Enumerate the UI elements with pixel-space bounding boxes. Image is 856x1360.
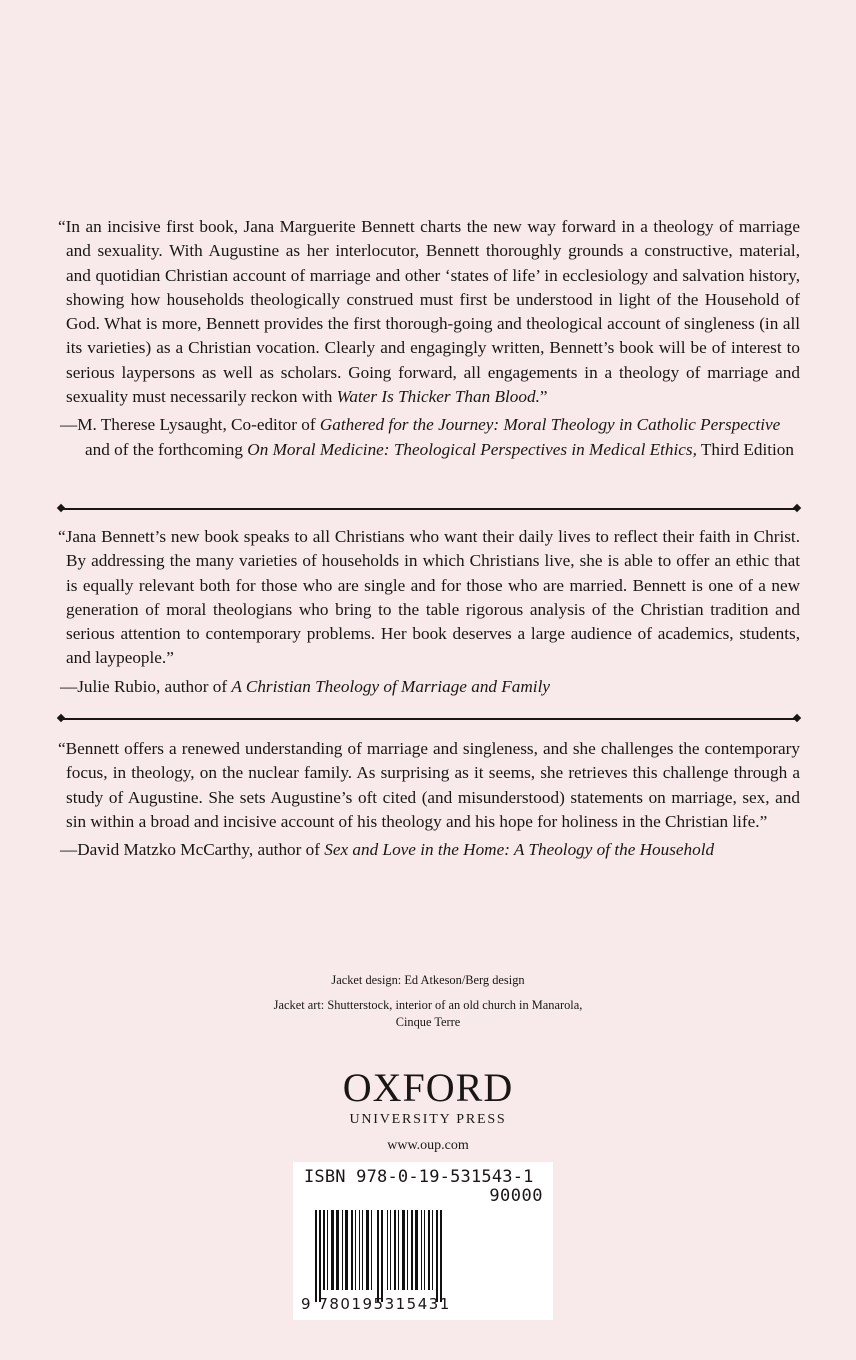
text-run: On Moral Medicine: Theological Perspectives in Medical Ethics, xyxy=(247,439,697,459)
review-1 xyxy=(58,215,800,462)
barcode-bar xyxy=(336,1210,339,1290)
text-run: Water Is Thicker Than Blood. xyxy=(336,387,540,407)
publisher-url: www.oup.com xyxy=(387,1138,469,1153)
divider-diamond-right xyxy=(793,504,801,512)
text-run: and of the forthcoming xyxy=(85,439,248,459)
price-code: 90000 xyxy=(489,1186,543,1206)
barcode-bar xyxy=(424,1210,425,1290)
barcode-bar xyxy=(394,1210,396,1290)
barcode-bar xyxy=(362,1210,363,1290)
barcode-bar xyxy=(402,1210,405,1290)
text-run: “Bennett offers a renewed understanding of marriage and singleness, and she challenges the contemporary focus, in theology, on the nuclear family. As surprising as it seems, she retrieves this challenge through a study of Augustine. She sets Augustine’s oft cited (and misunderstood) statements on marriage, sex, and sin within a broad and incisive account of his theology and his hope for holiness in the Christian life.” xyxy=(58,739,800,831)
barcode-bar xyxy=(366,1210,369,1290)
barcode-bar xyxy=(387,1210,388,1290)
barcode-bar xyxy=(355,1210,356,1290)
barcode-bar xyxy=(377,1210,379,1302)
barcode-panel xyxy=(293,1162,553,1320)
text-run: —David Matzko McCarthy, author of xyxy=(60,840,325,860)
barcode-bar xyxy=(327,1210,328,1290)
barcode-bar xyxy=(432,1210,433,1290)
barcode-bar xyxy=(390,1210,391,1290)
divider-1 xyxy=(58,504,800,514)
jacket-art-credit: Jacket art: Shutterstock, interior of an old church in Manarola, xyxy=(273,998,583,1012)
review-3-attribution xyxy=(58,838,800,862)
review-2-quote xyxy=(58,525,800,671)
barcode-bar xyxy=(407,1210,408,1290)
barcode-bar xyxy=(345,1210,348,1290)
ean-digits xyxy=(301,1295,451,1313)
barcode-bar xyxy=(428,1210,430,1290)
barcode-bar xyxy=(342,1210,343,1290)
review-2-attribution xyxy=(58,675,800,699)
review-1-attribution xyxy=(58,413,800,462)
barcode-bar xyxy=(440,1210,442,1302)
divider-diamond-left xyxy=(57,714,65,722)
review-3-quote xyxy=(58,737,800,834)
jacket-credits xyxy=(230,972,626,1031)
divider-2 xyxy=(58,714,800,724)
text-run: —Julie Rubio, author of xyxy=(60,676,232,696)
divider-diamond-right xyxy=(793,714,801,722)
text-run: ” xyxy=(539,387,548,407)
ean-first-digit: 9 xyxy=(301,1295,313,1313)
text-run: Sex and Love in the Home: A Theology of the Household xyxy=(324,840,715,860)
barcode-bar xyxy=(421,1210,422,1290)
publisher-logo xyxy=(300,1065,556,1154)
barcode-bar xyxy=(415,1210,418,1290)
university-press-label: UNIVERSITY PRESS xyxy=(349,1112,507,1127)
jacket-design-credit: Jacket design: Ed Atkeson/Berg design xyxy=(331,973,525,987)
review-2 xyxy=(58,525,800,699)
text-run: “Jana Bennett’s new book speaks to all Christians who want their daily lives to reflect their faith in Christ. By addressing the many varieties of households in which Christians live, she is able to offer an ethic that is equally relevant both for those who are single and for those who are married. Bennett is one of a new generation of moral theologians who bring to the table rigorous analysis of the Christian tradition and serious attention to contemporary problems. Her book deserves a large audience of academics, students, and laypeople.” xyxy=(58,527,800,668)
text-run: A Christian Theology of Marriage and Family xyxy=(231,676,550,696)
barcode-bar xyxy=(331,1210,334,1290)
barcode-bar xyxy=(381,1210,383,1302)
oxford-wordmark: OXFORD xyxy=(342,1065,514,1110)
barcode-bar xyxy=(359,1210,360,1290)
barcode-bar xyxy=(436,1210,438,1302)
barcode-bar xyxy=(323,1210,325,1290)
ean-rest-digits: 780195315431 xyxy=(318,1295,451,1313)
barcode-bar xyxy=(398,1210,399,1290)
barcode-bar xyxy=(319,1210,321,1302)
divider-diamond-left xyxy=(57,504,65,512)
review-3 xyxy=(58,737,800,862)
barcode-bar xyxy=(315,1210,317,1302)
text-run: “In an incisive first book, Jana Marguerite Bennett charts the new way forward in a theology of marriage and sexuality. With Augustine as her interlocutor, Bennett thoroughly grounds a constructive, material, and quotidian Christian account of marriage and other ‘states of life’ in ecclesiology and salvation history, showing how households theologically construed must first be understood in light of the Household of God. What is more, Bennett provides the first thorough-going and theological account of singleness (in all its varieties) as a Christian vocation. Clearly and engagingly written, Bennett’s book will be of interest to serious laypersons as well as scholars. Going forward, all engagements in a theology of marriage and sexuality must necessarily reckon with xyxy=(58,217,800,407)
jacket-art-credit-line2: Cinque Terre xyxy=(395,1015,461,1029)
isbn-label: ISBN 978-0-19-531543-1 xyxy=(304,1167,534,1187)
text-run: Gathered for the Journey: Moral Theology in Catholic Perspective xyxy=(319,415,781,435)
barcode-bar xyxy=(351,1210,353,1290)
review-1-quote xyxy=(58,215,800,409)
barcode-bar xyxy=(371,1210,372,1290)
text-run: —M. Therese Lysaught, Co-editor of xyxy=(60,415,320,435)
text-run: Third Edition xyxy=(696,439,794,459)
barcode-bar xyxy=(411,1210,413,1290)
